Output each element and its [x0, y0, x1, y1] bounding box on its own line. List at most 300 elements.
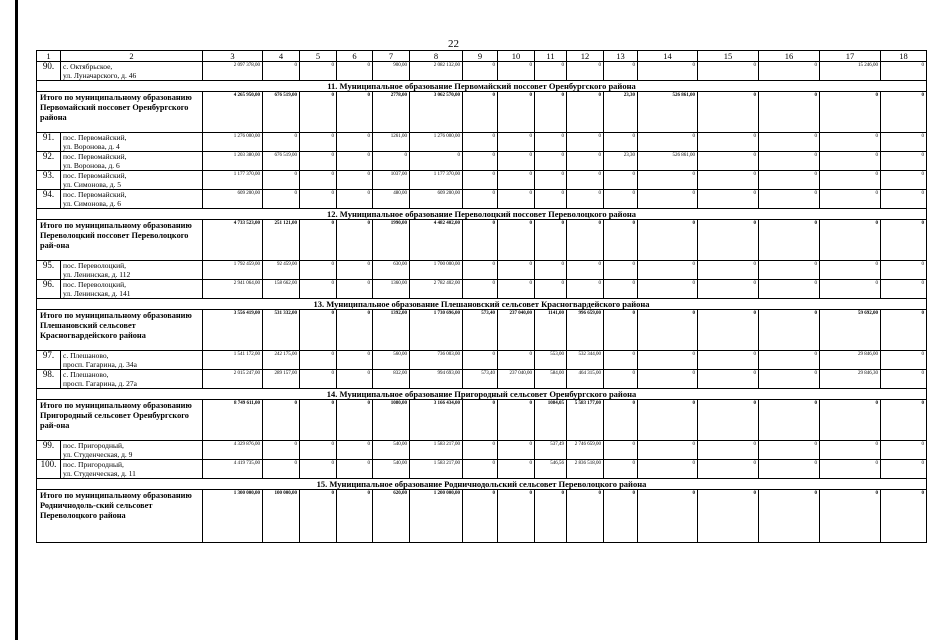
value-cell: 100 000,00	[263, 490, 300, 543]
value-cell: 0	[881, 460, 927, 479]
value-cell: 0	[567, 261, 604, 280]
value-cell: 3 062 570,00	[410, 92, 463, 133]
address-cell	[61, 351, 203, 370]
address-cell	[61, 370, 203, 389]
value-cell: 0	[604, 441, 638, 460]
value-cell: 4 419 735,00	[203, 460, 263, 479]
table-row	[37, 460, 927, 479]
value-cell: 0	[337, 190, 373, 209]
value-cell: 531 332,00	[263, 310, 300, 351]
value-cell: 1 177 370,00	[203, 171, 263, 190]
address-cell	[61, 280, 203, 299]
value-cell: 0	[263, 133, 300, 152]
value-cell: 0	[698, 280, 759, 299]
value-cell: 0	[337, 460, 373, 479]
value-cell: 0	[604, 280, 638, 299]
value-cell: 0	[498, 171, 535, 190]
value-cell: 0	[337, 351, 373, 370]
value-cell: 0	[463, 441, 498, 460]
value-cell: 242 175,00	[263, 351, 300, 370]
value-cell: 0	[337, 490, 373, 543]
value-cell: 0	[698, 441, 759, 460]
column-number: 1	[37, 51, 61, 62]
value-cell: 584,00	[535, 370, 567, 389]
value-cell: 1360,00	[373, 280, 410, 299]
value-cell: 0	[498, 220, 535, 261]
value-cell: 0	[881, 152, 927, 171]
value-cell: 0	[535, 261, 567, 280]
value-cell: 4 329 876,00	[203, 441, 263, 460]
value-cell: 0	[498, 133, 535, 152]
value-cell: 1 583 217,00	[410, 441, 463, 460]
value-cell: 0	[604, 370, 638, 389]
total-row	[37, 400, 927, 441]
address-line: ул. Ленинская, д. 112	[63, 270, 131, 279]
value-cell: 0	[698, 152, 759, 171]
value-cell: 29 846,00	[820, 351, 881, 370]
value-cell: 0	[300, 171, 337, 190]
value-cell: 620,00	[373, 490, 410, 543]
value-cell: 540,00	[373, 460, 410, 479]
value-cell: 0	[638, 171, 698, 190]
value-cell: 0	[881, 261, 927, 280]
value-cell: 0	[698, 62, 759, 81]
address-cell	[61, 190, 203, 209]
value-cell: 0	[759, 171, 820, 190]
address-line: пос. Пригородный,	[63, 441, 124, 450]
value-cell: 0	[337, 152, 373, 171]
value-cell: 0	[337, 310, 373, 351]
table-row	[37, 133, 927, 152]
value-cell: 0	[300, 220, 337, 261]
value-cell: 0	[759, 133, 820, 152]
value-cell: 560,00	[373, 351, 410, 370]
value-cell: 0	[300, 133, 337, 152]
address-cell	[61, 460, 203, 479]
value-cell: 0	[535, 152, 567, 171]
address-line: пос. Первомайский,	[63, 133, 127, 142]
value-cell: 3 556 419,00	[203, 310, 263, 351]
address-line: с. Октябрьское,	[63, 62, 113, 71]
value-cell: 0	[759, 400, 820, 441]
value-cell: 0	[759, 460, 820, 479]
address-line: ул. Ленинская, д. 141	[63, 289, 131, 298]
value-cell: 0	[820, 171, 881, 190]
value-cell: 8 749 611,00	[203, 400, 263, 441]
value-cell: 0	[759, 370, 820, 389]
value-cell: 0	[567, 220, 604, 261]
value-cell: 237 040,00	[498, 310, 535, 351]
value-cell: 0	[698, 351, 759, 370]
value-cell: 0	[337, 62, 373, 81]
value-cell: 0	[498, 441, 535, 460]
address-line: ул. Студенческая, д. 11	[63, 469, 136, 478]
value-cell: 0	[881, 220, 927, 261]
value-cell: 0	[638, 460, 698, 479]
value-cell: 0	[463, 92, 498, 133]
value-cell: 0	[567, 133, 604, 152]
value-cell: 0	[881, 190, 927, 209]
value-cell: 0	[463, 152, 498, 171]
value-cell: 59 692,00	[820, 310, 881, 351]
value-cell: 0	[698, 400, 759, 441]
value-cell: 0	[881, 310, 927, 351]
table-row	[37, 280, 927, 299]
data-table	[36, 50, 927, 543]
value-cell: 0	[567, 490, 604, 543]
value-cell: 0	[535, 92, 567, 133]
value-cell: 0	[263, 400, 300, 441]
value-cell: 0	[698, 460, 759, 479]
value-cell: 0	[498, 62, 535, 81]
total-row	[37, 220, 927, 261]
value-cell: 0	[300, 460, 337, 479]
value-cell: 540,00	[373, 441, 410, 460]
value-cell: 0	[463, 490, 498, 543]
value-cell: 2 941 064,00	[203, 280, 263, 299]
address-line: с. Плешаново,	[63, 351, 109, 360]
value-cell: 0	[300, 370, 337, 389]
value-cell: 0	[759, 441, 820, 460]
value-cell: 0	[498, 280, 535, 299]
section-heading-row	[37, 389, 927, 400]
address-cell	[61, 441, 203, 460]
row-number: 94.	[37, 190, 61, 209]
value-cell: 0	[463, 280, 498, 299]
value-cell: 0	[604, 171, 638, 190]
column-number: 14	[638, 51, 698, 62]
value-cell: 0	[604, 220, 638, 261]
value-cell: 0	[638, 351, 698, 370]
value-cell: 0	[604, 133, 638, 152]
value-cell: 0	[498, 490, 535, 543]
total-label: Итого по муниципальному образованию Переволоцкий поссовет Переволоцкого рай-она	[37, 220, 203, 261]
value-cell: 1 276 000,00	[410, 133, 463, 152]
column-number: 17	[820, 51, 881, 62]
column-number: 3	[203, 51, 263, 62]
value-cell: 23,30	[604, 92, 638, 133]
page-number: 22	[448, 38, 459, 50]
table-row	[37, 152, 927, 171]
value-cell: 2 782 402,00	[410, 280, 463, 299]
value-cell: 0	[698, 190, 759, 209]
value-cell: 0	[638, 310, 698, 351]
value-cell: 0	[698, 171, 759, 190]
value-cell: 0	[300, 190, 337, 209]
value-cell: 0	[535, 220, 567, 261]
value-cell: 0	[604, 460, 638, 479]
value-cell: 0	[604, 62, 638, 81]
value-cell: 289 157,00	[263, 370, 300, 389]
value-cell: 0	[337, 261, 373, 280]
value-cell: 0	[263, 190, 300, 209]
value-cell: 0	[300, 400, 337, 441]
value-cell: 0	[881, 351, 927, 370]
value-cell: 532 344,00	[567, 351, 604, 370]
value-cell: 996 659,00	[567, 310, 604, 351]
value-cell: 630,00	[373, 261, 410, 280]
value-cell: 4 733 523,00	[203, 220, 263, 261]
value-cell: 0	[759, 190, 820, 209]
value-cell: 0	[638, 220, 698, 261]
value-cell: 0	[463, 460, 498, 479]
value-cell: 1 300 000,00	[203, 490, 263, 543]
value-cell: 609 200,00	[410, 190, 463, 209]
value-cell: 0	[535, 190, 567, 209]
value-cell: 736 003,00	[410, 351, 463, 370]
value-cell: 0	[567, 280, 604, 299]
value-cell: 158 662,00	[263, 280, 300, 299]
value-cell: 0	[463, 133, 498, 152]
table-row	[37, 351, 927, 370]
row-number: 98.	[37, 370, 61, 389]
value-cell: 0	[604, 261, 638, 280]
total-row	[37, 310, 927, 351]
value-cell: 237 040,00	[498, 370, 535, 389]
value-cell: 0	[820, 152, 881, 171]
column-number: 10	[498, 51, 535, 62]
value-cell: 2 082 132,00	[410, 62, 463, 81]
value-cell: 573,40	[463, 310, 498, 351]
value-cell: 0	[820, 490, 881, 543]
value-cell: 0	[698, 490, 759, 543]
value-cell: 0	[337, 171, 373, 190]
value-cell: 0	[881, 133, 927, 152]
value-cell: 0	[604, 190, 638, 209]
value-cell: 4 265 950,00	[203, 92, 263, 133]
address-cell	[61, 152, 203, 171]
total-label: Итого по муниципальному образованию Первомайский поссовет Оренбургского района	[37, 92, 203, 133]
value-cell: 0	[463, 171, 498, 190]
value-cell: 0	[300, 310, 337, 351]
column-number: 6	[337, 51, 373, 62]
value-cell: 0	[498, 460, 535, 479]
value-cell: 0	[881, 400, 927, 441]
value-cell: 92 459,00	[263, 261, 300, 280]
value-cell: 0	[881, 370, 927, 389]
value-cell: 1 730 696,00	[410, 310, 463, 351]
value-cell: 526 861,00	[638, 152, 698, 171]
address-line: пос. Пригородный,	[63, 460, 124, 469]
value-cell: 0	[300, 152, 337, 171]
value-cell: 0	[759, 351, 820, 370]
value-cell: 0	[337, 220, 373, 261]
value-cell: 0	[337, 441, 373, 460]
address-line: пос. Первомайский,	[63, 190, 127, 199]
value-cell: 0	[604, 310, 638, 351]
value-cell: 29 846,30	[820, 370, 881, 389]
address-line: ул. Студенческая, д. 9	[63, 450, 133, 459]
value-cell: 0	[759, 152, 820, 171]
value-cell: 0	[463, 400, 498, 441]
value-cell: 0	[463, 220, 498, 261]
row-number: 95.	[37, 261, 61, 280]
address-line: с. Плешаново,	[63, 370, 109, 379]
value-cell: 832,00	[373, 370, 410, 389]
value-cell: 0	[300, 441, 337, 460]
value-cell: 0	[535, 171, 567, 190]
value-cell: 0	[300, 490, 337, 543]
value-cell: 0	[820, 280, 881, 299]
value-cell: 0	[463, 261, 498, 280]
table-row	[37, 62, 927, 81]
value-cell: 480,00	[373, 190, 410, 209]
address-cell	[61, 261, 203, 280]
value-cell: 0	[820, 133, 881, 152]
table-row	[37, 261, 927, 280]
value-cell: 0	[759, 280, 820, 299]
value-cell: 0	[498, 190, 535, 209]
row-number: 90.	[37, 62, 61, 81]
address-line: просп. Гагарина, д. 27а	[63, 379, 137, 388]
section-title: 14. Муниципальное образование Пригородный сельсовет Оренбургского района	[37, 389, 927, 400]
value-cell: 2 746 659,00	[567, 441, 604, 460]
value-cell: 573,40	[463, 370, 498, 389]
section-heading-row	[37, 299, 927, 310]
value-cell: 0	[881, 171, 927, 190]
value-cell: 0	[698, 310, 759, 351]
value-cell: 0	[300, 62, 337, 81]
value-cell: 537,49	[535, 441, 567, 460]
table-row	[37, 370, 927, 389]
value-cell: 0	[535, 133, 567, 152]
value-cell: 0	[300, 92, 337, 133]
value-cell: 0	[638, 261, 698, 280]
value-cell: 1 203 380,00	[203, 152, 263, 171]
value-cell: 0	[263, 460, 300, 479]
value-cell: 0	[638, 490, 698, 543]
address-line: пос. Переволоцкий,	[63, 261, 127, 270]
table-row	[37, 441, 927, 460]
address-line: ул. Симонова, д. 5	[63, 180, 122, 189]
value-cell: 0	[604, 351, 638, 370]
value-cell: 0	[263, 441, 300, 460]
value-cell: 0	[263, 171, 300, 190]
column-number: 5	[300, 51, 337, 62]
value-cell: 0	[820, 220, 881, 261]
value-cell: 0	[638, 441, 698, 460]
value-cell: 0	[567, 152, 604, 171]
value-cell: 1261,00	[373, 133, 410, 152]
value-cell: 0	[881, 490, 927, 543]
value-cell: 1084,05	[535, 400, 567, 441]
address-line: ул. Воронова, д. 4	[63, 142, 120, 151]
value-cell: 676 519,00	[263, 152, 300, 171]
column-number: 7	[373, 51, 410, 62]
section-title: 13. Муниципальное образование Плешановский сельсовет Красногвардейского района	[37, 299, 927, 310]
value-cell: 0	[498, 400, 535, 441]
address-line: ул. Воронова, д. 6	[63, 161, 120, 170]
value-cell: 0	[567, 62, 604, 81]
address-line: пос. Первомайский,	[63, 171, 127, 180]
value-cell: 609 200,00	[203, 190, 263, 209]
value-cell: 5 583 177,00	[567, 400, 604, 441]
total-row	[37, 92, 927, 133]
address-line: пос. Первомайский,	[63, 152, 127, 161]
value-cell: 0	[881, 92, 927, 133]
table-row	[37, 171, 927, 190]
value-cell: 0	[535, 280, 567, 299]
value-cell: 1990,00	[373, 220, 410, 261]
value-cell: 0	[638, 280, 698, 299]
value-cell: 1 700 000,00	[410, 261, 463, 280]
value-cell: 1141,00	[535, 310, 567, 351]
section-heading-row	[37, 209, 927, 220]
value-cell: 0	[498, 261, 535, 280]
value-cell: 0	[638, 133, 698, 152]
column-number: 9	[463, 51, 498, 62]
value-cell: 0	[638, 62, 698, 81]
section-heading-row	[37, 479, 927, 490]
address-line: ул. Симонова, д. 6	[63, 199, 122, 208]
value-cell: 546,56	[535, 460, 567, 479]
value-cell: 15 246,00	[820, 62, 881, 81]
value-cell: 0	[498, 351, 535, 370]
value-cell: 0	[337, 133, 373, 152]
value-cell: 0	[463, 190, 498, 209]
value-cell: 3 166 434,00	[410, 400, 463, 441]
value-cell: 0	[337, 92, 373, 133]
address-cell	[61, 171, 203, 190]
row-number: 92.	[37, 152, 61, 171]
value-cell: 0	[759, 310, 820, 351]
value-cell: 0	[698, 133, 759, 152]
total-label: Итого по муниципальному образованию Пригородный сельсовет Оренбургского рай-она	[37, 400, 203, 441]
value-cell: 0	[820, 460, 881, 479]
value-cell: 900,00	[373, 62, 410, 81]
value-cell: 0	[567, 190, 604, 209]
value-cell: 0	[698, 220, 759, 261]
value-cell: 0	[638, 400, 698, 441]
row-number: 99.	[37, 441, 61, 460]
row-number: 96.	[37, 280, 61, 299]
value-cell: 0	[410, 152, 463, 171]
value-cell: 0	[698, 370, 759, 389]
column-number: 8	[410, 51, 463, 62]
value-cell: 0	[463, 62, 498, 81]
value-cell: 2 836 518,00	[567, 460, 604, 479]
section-title: 15. Муниципальное образование Родничнодольский сельсовет Переволоцкого района	[37, 479, 927, 490]
value-cell: 0	[759, 220, 820, 261]
value-cell: 0	[300, 280, 337, 299]
binding-line	[15, 0, 18, 640]
value-cell: 0	[759, 490, 820, 543]
section-title: 11. Муниципальное образование Первомайский поссовет Оренбургского района	[37, 81, 927, 92]
row-number: 93.	[37, 171, 61, 190]
table-row	[37, 190, 927, 209]
section-heading-row	[37, 81, 927, 92]
total-label: Итого по муниципальному образованию Родничнодоль-ский сельсовет Переволоцкого района	[37, 490, 203, 543]
column-number: 2	[61, 51, 203, 62]
value-cell: 0	[300, 351, 337, 370]
value-cell: 1 792 459,00	[203, 261, 263, 280]
value-cell: 1 583 217,00	[410, 460, 463, 479]
column-number: 12	[567, 51, 604, 62]
value-cell: 2778,00	[373, 92, 410, 133]
total-label: Итого по муниципальному образованию Плешановский сельсовет Красногвардейского района	[37, 310, 203, 351]
address-cell	[61, 133, 203, 152]
value-cell: 0	[567, 92, 604, 133]
row-number: 100.	[37, 460, 61, 479]
value-cell: 0	[498, 92, 535, 133]
column-number: 16	[759, 51, 820, 62]
value-cell: 0	[881, 441, 927, 460]
value-cell: 0	[300, 261, 337, 280]
address-cell	[61, 62, 203, 81]
value-cell: 4 482 402,00	[410, 220, 463, 261]
total-row	[37, 490, 927, 543]
column-number: 13	[604, 51, 638, 62]
